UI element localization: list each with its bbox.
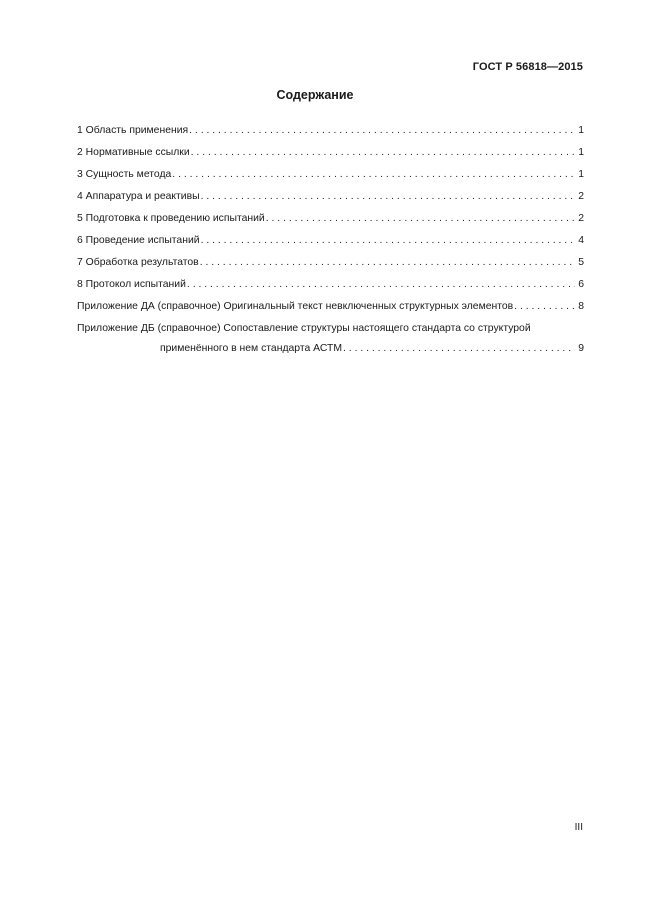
- toc-entry-label-continued: применённого в нем стандарта АСТМ: [160, 343, 343, 354]
- toc-leader-dots: [191, 146, 576, 160]
- toc-entry-label: 6 Проведение испытаний: [77, 235, 200, 246]
- toc-entry[interactable]: [77, 234, 584, 256]
- table-of-contents: [77, 124, 584, 364]
- toc-entry-page: 2: [578, 213, 584, 224]
- toc-entry-page: 8: [578, 301, 584, 312]
- toc-entry-label: 8 Протокол испытаний: [77, 279, 186, 290]
- toc-entry-page: 1: [578, 169, 584, 180]
- toc-entry[interactable]: [77, 190, 584, 212]
- toc-leader-dots: [201, 234, 576, 248]
- toc-entry-page: 1: [578, 147, 584, 158]
- page-title: Содержание: [276, 88, 354, 102]
- toc-leader-dots: [266, 212, 575, 226]
- toc-leader-dots: [201, 190, 576, 204]
- toc-leader-dots: [189, 124, 575, 138]
- toc-entry-page: 1: [578, 125, 584, 136]
- toc-leader-dots: [200, 256, 576, 270]
- toc-entry-label: 2 Нормативные ссылки: [77, 147, 190, 158]
- toc-entry-page: 9: [578, 343, 584, 354]
- page-number: III: [574, 822, 583, 833]
- toc-entry[interactable]: [77, 212, 584, 234]
- toc-entry-label: 7 Обработка результатов: [77, 257, 199, 268]
- toc-entry-label: Приложение ДБ (справочное) Сопоставление структуры настоящего стандарта со структурой: [77, 323, 531, 334]
- toc-entry-page: 2: [578, 191, 584, 202]
- toc-entry-page: 5: [578, 257, 584, 268]
- toc-entry[interactable]: [77, 168, 584, 190]
- toc-entry-page: 4: [578, 235, 584, 246]
- toc-entry[interactable]: [77, 124, 584, 146]
- toc-entry[interactable]: [77, 278, 584, 300]
- toc-entry[interactable]: [77, 322, 584, 364]
- toc-entry-page: 6: [578, 279, 584, 290]
- toc-leader-dots: [514, 300, 575, 314]
- toc-leader-dots: [343, 342, 575, 356]
- document-code: ГОСТ Р 56818—2015: [472, 61, 583, 73]
- toc-entry-label: 4 Аппаратура и реактивы: [77, 191, 200, 202]
- toc-leader-dots: [187, 278, 575, 292]
- toc-entry-label: Приложение ДА (справочное) Оригинальный текст невключенных структурных элементов: [77, 301, 514, 312]
- toc-entry-label: 5 Подготовка к проведению испытаний: [77, 213, 265, 224]
- toc-entry[interactable]: [77, 146, 584, 168]
- toc-entry[interactable]: [77, 300, 584, 322]
- toc-entry-label: 1 Область применения: [77, 125, 189, 136]
- toc-entry-label: 3 Сущность метода: [77, 169, 172, 180]
- toc-leader-dots: [172, 168, 575, 182]
- toc-entry[interactable]: [77, 256, 584, 278]
